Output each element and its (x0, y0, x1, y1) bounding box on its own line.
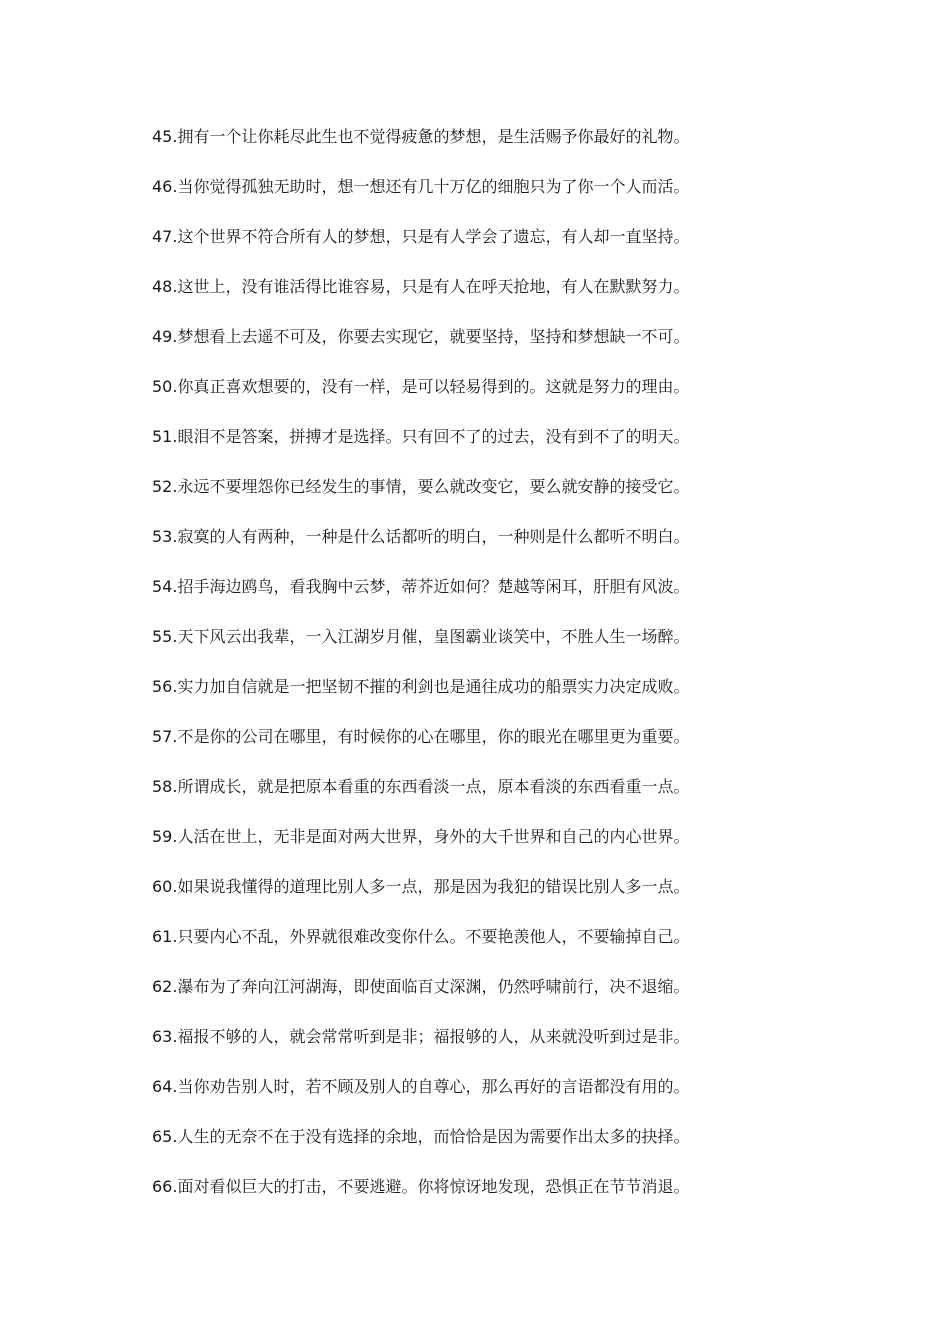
quote-item: 64.当你劝告别人时，若不顾及别人的自尊心，那么再好的言语都没有用的。 (152, 1077, 690, 1096)
quote-item: 58.所谓成长，就是把原本看重的东西看淡一点，原本看淡的东西看重一点。 (152, 777, 690, 796)
quote-item: 63.福报不够的人，就会常常听到是非；福报够的人，从来就没听到过是非。 (152, 1027, 690, 1046)
quote-item: 60.如果说我懂得的道理比别人多一点，那是因为我犯的错误比别人多一点。 (152, 877, 690, 896)
quote-item: 56.实力加自信就是一把坚韧不摧的利剑也是通往成功的船票实力决定成败。 (152, 677, 690, 696)
quote-item: 54.招手海边鸥鸟，看我胸中云梦，蒂芥近如何？楚越等闲耳，肝胆有风波。 (152, 577, 690, 596)
quote-item: 65.人生的无奈不在于没有选择的余地，而恰恰是因为需要作出太多的抉择。 (152, 1127, 690, 1146)
quote-item: 62.瀑布为了奔向江河湖海，即使面临百丈深渊，仍然呼啸前行，决不退缩。 (152, 977, 690, 996)
quote-item: 50.你真正喜欢想要的，没有一样，是可以轻易得到的。这就是努力的理由。 (152, 377, 690, 396)
quote-item: 59.人活在世上，无非是面对两大世界，身外的大千世界和自己的内心世界。 (152, 827, 690, 846)
quote-item: 46.当你觉得孤独无助时，想一想还有几十万亿的细胞只为了你一个人而活。 (152, 177, 690, 196)
quote-item: 57.不是你的公司在哪里，有时候你的心在哪里，你的眼光在哪里更为重要。 (152, 727, 690, 746)
quote-item: 47.这个世界不符合所有人的梦想，只是有人学会了遗忘，有人却一直坚持。 (152, 227, 690, 246)
quote-item: 49.梦想看上去遥不可及，你要去实现它，就要坚持，坚持和梦想缺一不可。 (152, 327, 690, 346)
quote-item: 52.永远不要埋怨你已经发生的事情，要么就改变它，要么就安静的接受它。 (152, 477, 690, 496)
quote-list (152, 124, 712, 1224)
quote-item: 51.眼泪不是答案，拼搏才是选择。只有回不了的过去，没有到不了的明天。 (152, 427, 690, 446)
quote-item: 45.拥有一个让你耗尽此生也不觉得疲惫的梦想，是生活赐予你最好的礼物。 (152, 127, 690, 146)
quote-item: 48.这世上，没有谁活得比谁容易，只是有人在呼天抢地，有人在默默努力。 (152, 277, 690, 296)
quote-item: 55.天下风云出我辈，一入江湖岁月催，皇图霸业谈笑中，不胜人生一场醉。 (152, 627, 690, 646)
quote-item: 61.只要内心不乱，外界就很难改变你什么。不要艳羡他人，不要输掉自己。 (152, 927, 690, 946)
quote-item: 53.寂寞的人有两种，一种是什么话都听的明白，一种则是什么都听不明白。 (152, 527, 690, 546)
quote-item: 66.面对看似巨大的打击，不要逃避。你将惊讶地发现，恐惧正在节节消退。 (152, 1177, 690, 1196)
